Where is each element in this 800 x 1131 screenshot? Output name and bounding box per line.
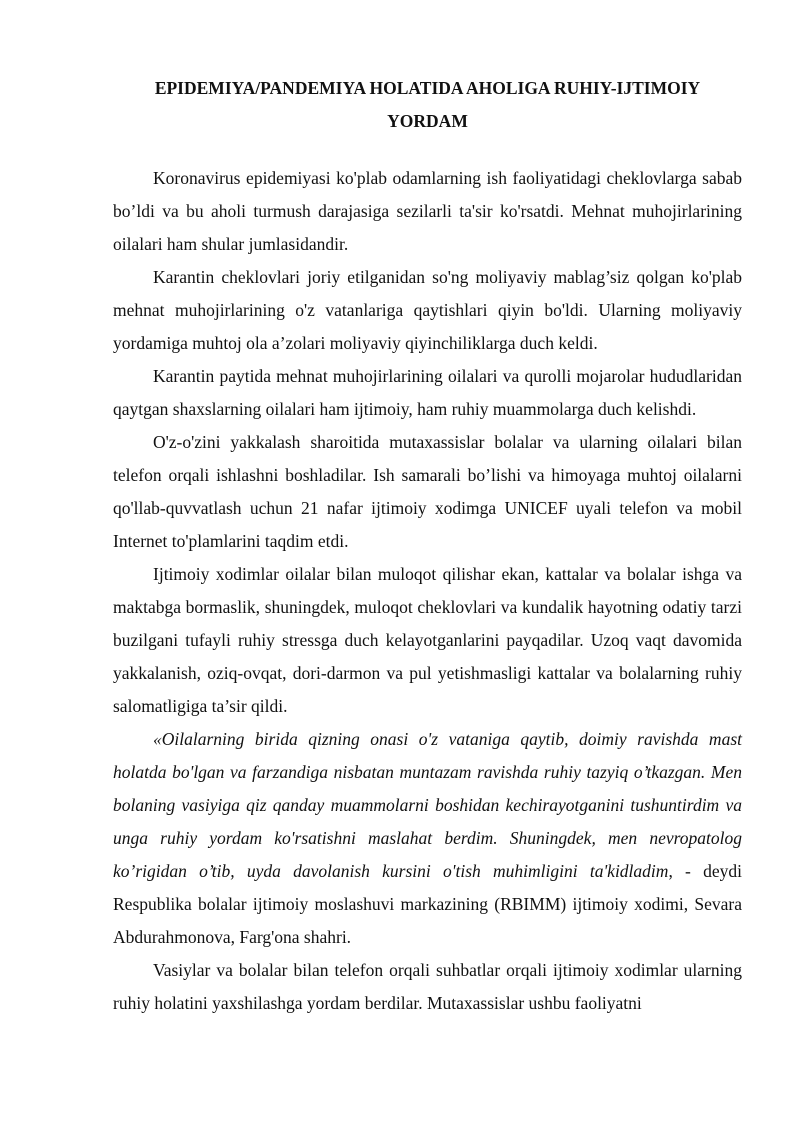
paragraph-1: Koronavirus epidemiyasi ko'plab odamlarning ish faoliyatidagi cheklovlarga sabab bo’ldi va bu aholi turmush darajasiga sezilarli ta'sir ko'rsatdi. Mehnat muhojirlarining oilalari ham shular jumlasidandir. (113, 168, 742, 254)
quote-attribution: , - deydi Respublika bolalar ijtimoiy moslashuvi markazining (RBIMM) ijtimoiy xodimi, Sevara Abdurahmonova, Farg'ona shahri. (113, 861, 742, 947)
paragraph-4: O'z-o'zini yakkalash sharoitida mutaxassislar bolalar va ularning oilalari bilan telefon orqali ishlashni boshladilar. Ish samarali bo’lishi va himoyaga muhtoj oilalarni qo'llab-quvvatlash uchun 21 nafar ijtimoiy xodimga UNICEF uyali telefon va mobil Internet to'plamlarini taqdim etdi. (113, 432, 742, 551)
paragraph-5: Ijtimoiy xodimlar oilalar bilan muloqot qilishar ekan, kattalar va bolalar ishga va maktabga bormaslik, shuningdek, muloqot cheklovlari va kundalik hayotning odatiy tarzi buzilgani tufayli ruhiy stressga duch kelayotganlarini payqadilar. Uzoq vaqt davomida yakkalanish, oziq-ovqat, dori-darmon va pul yetishmasligi kattalar va bolalarning ruhiy salomatligiga ta’sir qildi. (113, 564, 742, 716)
document-title: EPIDEMIYA/PANDEMIYA HOLATIDA AHOLIGA RUHIY-IJTIMOIY YORDAM (154, 78, 701, 131)
quote-text: «Oilalarning birida qizning onasi o'z vataniga qaytib, doimiy ravishda mast holatda bo'lgan va farzandiga nisbatan muntazam ravishda ruhiy tazyiq o’tkazgan. Men bolaning vasiyiga qiz qanday muammolarni boshidan kechirayotganini tushuntirdim va unga ruhiy yordam ko'rsatishni maslahat berdim. Shuningdek, men nevropatolog ko’rigidan o’tib, uyda davolanish kursini o'tish muhimligini ta'kidladim (113, 729, 742, 881)
paragraph-last: Vasiylar va bolalar bilan telefon orqali suhbatlar orqali ijtimoiy xodimlar ularning ruhiy holatini yaxshilashga yordam berdilar. Mutaxassislar ushbu faoliyatni (113, 960, 742, 1013)
paragraph-3: Karantin paytida mehnat muhojirlarining oilalari va qurolli mojarolar hududlaridan qaytgan shaxslarning oilalari ham ijtimoiy, ham ruhiy muammolarga duch kelishdi. (113, 366, 742, 419)
quote-paragraph (113, 723, 742, 954)
paragraph-2: Karantin cheklovlari joriy etilganidan so'ng moliyaviy mablag’siz qolgan ko'plab mehnat muhojirlarining o'z vatanlariga qaytishlari qiyin bo'ldi. Ularning moliyaviy yordamiga muhtoj ola a’zolari moliyaviy qiyinchiliklarga duch keldi. (113, 267, 742, 353)
